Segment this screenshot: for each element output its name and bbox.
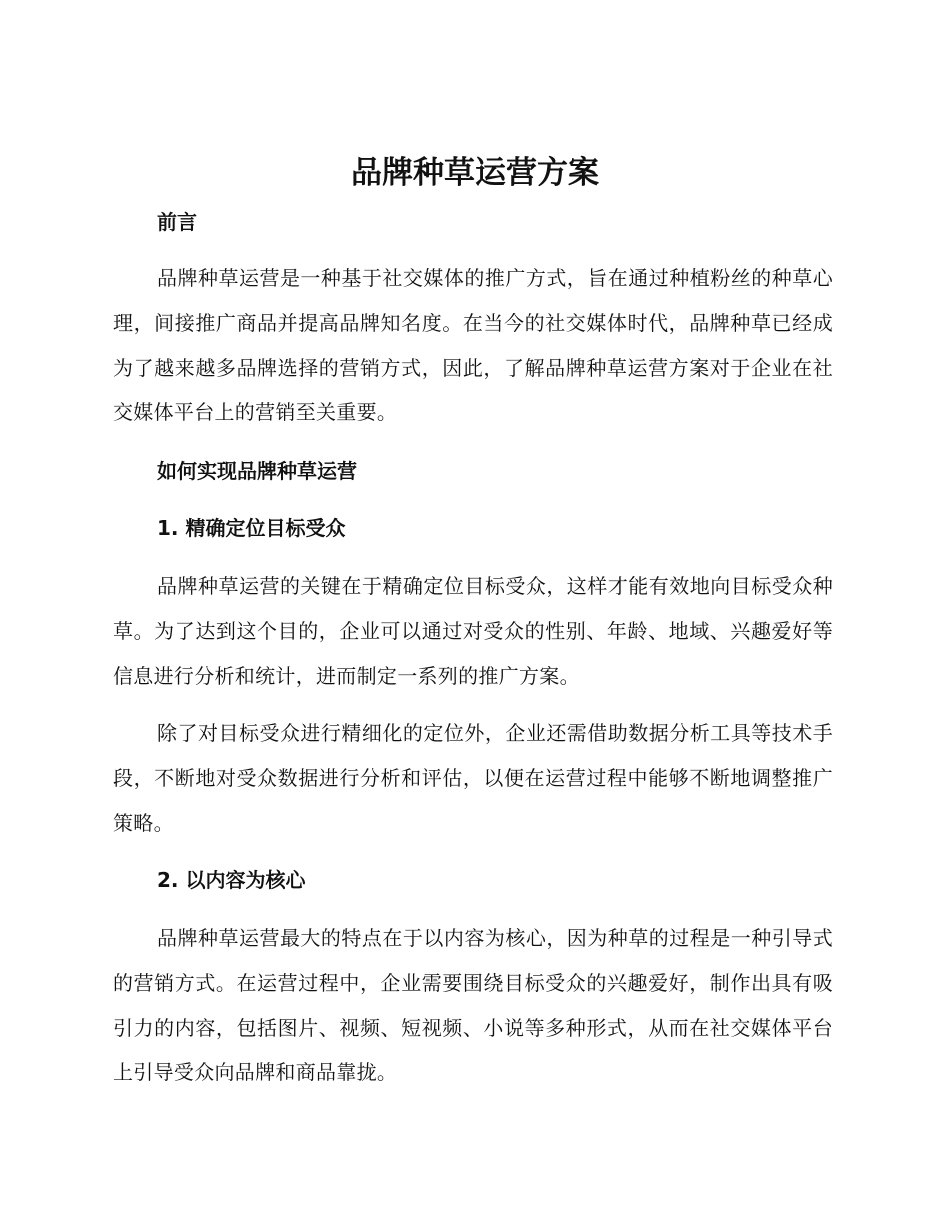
section-heading-content-core: 2. 以内容为核心: [157, 868, 306, 892]
paragraph-content-core: 品牌种草运营最大的特点在于以内容为核心，因为种草的过程是一种引导式的营销方式。在运营过程中，企业需要围绕目标受众的兴趣爱好，制作出具有吸引力的内容，包括图片、视频、短视频、小说等多种形式，从而在社交媒体平台上引导受众向品牌和商品靠拢。: [113, 926, 833, 1085]
document-title: 品牌种草运营方案: [351, 155, 599, 191]
paragraph-target-audience-2: 除了对目标受众进行精细化的定位外，企业还需借助数据分析工具等技术手段，不断地对受众数据进行分析和评估，以便在运营过程中能够不断地调整推广策略。: [113, 721, 833, 835]
paragraph-target-audience-1: 品牌种草运营的关键在于精确定位目标受众，这样才能有效地向目标受众种草。为了达到这个目的，企业可以通过对受众的性别、年龄、地域、兴趣爱好等信息进行分析和统计，进而制定一系列的推广方案。: [113, 574, 833, 688]
section-heading-target-audience: 1. 精确定位目标受众: [157, 516, 346, 540]
section-heading-preface: 前言: [157, 210, 197, 234]
section-heading-how-to: 如何实现品牌种草运营: [157, 459, 357, 483]
paragraph-preface: 品牌种草运营是一种基于社交媒体的推广方式，旨在通过种植粉丝的种草心理，间接推广商品并提高品牌知名度。在当今的社交媒体时代，品牌种草已经成为了越来越多品牌选择的营销方式，因此，了解品牌种草运营方案对于企业在社交媒体平台上的营销至关重要。: [113, 266, 833, 425]
